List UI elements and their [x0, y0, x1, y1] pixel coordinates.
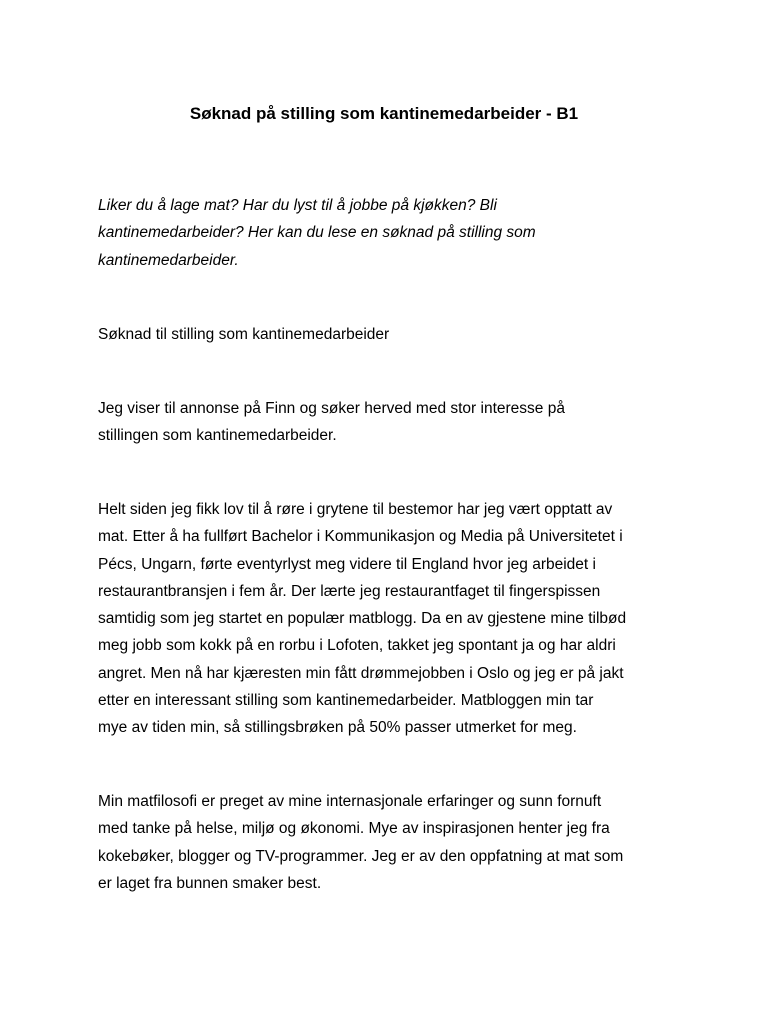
paragraph-2 — [98, 496, 688, 742]
paragraph-line: etter en interessant stilling som kantinemedarbeider. Matbloggen min tar — [98, 692, 594, 710]
paragraph-line: mat. Etter å ha fullført Bachelor i Kommunikasjon og Media på Universitetet i — [98, 528, 623, 546]
document-title: Søknad på stilling som kantinemedarbeider - B1 — [189, 104, 579, 123]
intro-line: kantinemedarbeider. — [98, 251, 239, 269]
paragraph-line: stillingen som kantinemedarbeider. — [98, 427, 337, 445]
intro-paragraph — [98, 192, 688, 274]
paragraph-line: meg jobb som kokk på en rorbu i Lofoten, takket jeg spontant ja og har aldri — [98, 637, 616, 655]
paragraph-line: Pécs, Ungarn, førte eventyrlyst meg videre til England hvor jeg arbeidet i — [98, 555, 596, 573]
paragraph-line: med tanke på helse, miljø og økonomi. Mye av inspirasjonen henter jeg fra — [98, 820, 610, 838]
paragraph-1 — [98, 395, 688, 450]
paragraph-line: Jeg viser til annonse på Finn og søker herved med stor interesse på — [98, 400, 565, 417]
intro-line: kantinemedarbeider? Her kan du lese en søknad på stilling som — [98, 224, 536, 242]
paragraph-line: Helt siden jeg fikk lov til å røre i grytene til bestemor har jeg vært opptatt av — [98, 501, 613, 518]
paragraph-line: angret. Men nå har kjæresten min fått drømmejobben i Oslo og jeg er på jakt — [98, 664, 624, 682]
letter-heading: Søknad til stilling som kantinemedarbeider — [98, 326, 390, 343]
paragraph-line: Min matfilosofi er preget av mine internasjonale erfaringer og sunn fornuft — [98, 793, 602, 810]
paragraph-3 — [98, 788, 688, 897]
intro-line: Liker du å lage mat? Har du lyst til å jobbe på kjøkken? Bli — [98, 197, 497, 214]
paragraph-line: restaurantbransjen i fem år. Der lærte jeg restaurantfaget til fingerspissen — [98, 582, 601, 600]
paragraph-line: samtidig som jeg startet en populær matblogg. Da en av gjestene mine tilbød — [98, 610, 627, 628]
paragraph-line: mye av tiden min, så stillingsbrøken på 50% passer utmerket for meg. — [98, 719, 577, 737]
paragraph-line: er laget fra bunnen smaker best. — [98, 874, 322, 892]
paragraph-line: kokebøker, blogger og TV-programmer. Jeg er av den oppfatning at mat som — [98, 847, 624, 865]
